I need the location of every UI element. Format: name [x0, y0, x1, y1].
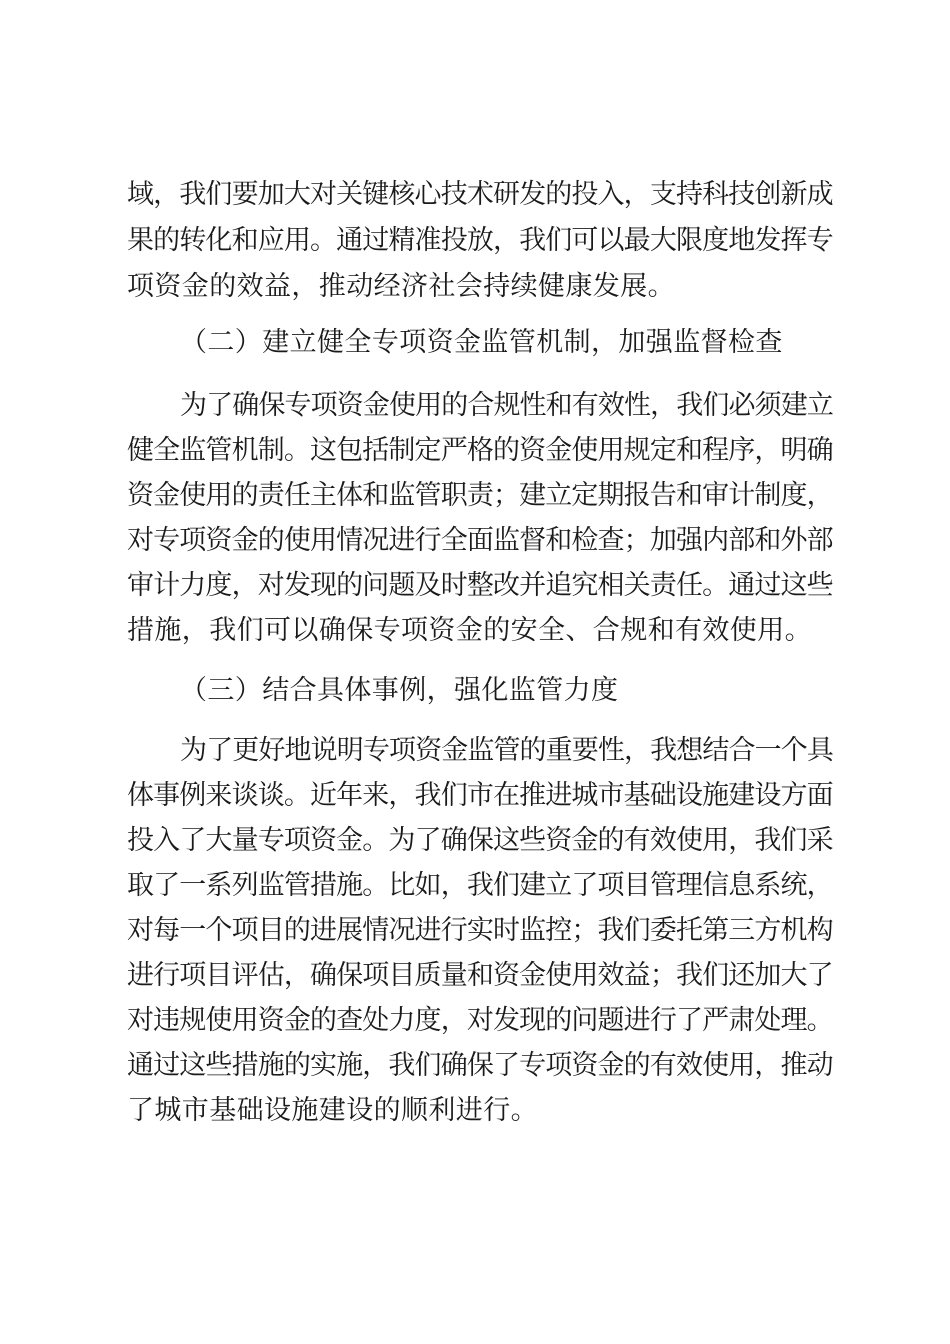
- paragraph-2-line-4: 对专项资金的使用情况进行全面监督和检查；加强内部和外部: [127, 525, 833, 556]
- section-heading-2: （二）建立健全专项资金监管机制，加强监督检查: [180, 327, 783, 358]
- paragraph-2-line-1: 为了确保专项资金使用的合规性和有效性，我们必须建立: [180, 390, 833, 421]
- paragraph-2-line-2: 健全监管机制。这包括制定严格的资金使用规定和程序，明确: [127, 435, 833, 466]
- paragraph-2-line-6: 措施，我们可以确保专项资金的安全、合规和有效使用。: [127, 615, 812, 646]
- paragraph-1-line-1: 域，我们要加大对关键核心技术研发的投入，支持科技创新成: [127, 179, 833, 210]
- paragraph-2-line-5: 审计力度，对发现的问题及时整改并追究相关责任。通过这些: [127, 570, 833, 601]
- paragraph-3-line-1: 为了更好地说明专项资金监管的重要性，我想结合一个具: [180, 735, 833, 766]
- paragraph-3-line-7: 对违规使用资金的查处力度，对发现的问题进行了严肃处理。: [127, 1005, 833, 1036]
- paragraph-3-line-2: 体事例来谈谈。近年来，我们市在推进城市基础设施建设方面: [127, 780, 833, 811]
- paragraph-3-line-9: 了城市基础设施建设的顺利进行。: [127, 1095, 538, 1126]
- paragraph-3-line-5: 对每一个项目的进展情况进行实时监控；我们委托第三方机构: [127, 915, 833, 946]
- paragraph-3-line-3: 投入了大量专项资金。为了确保这些资金的有效使用，我们采: [127, 825, 833, 856]
- paragraph-3-line-8: 通过这些措施的实施，我们确保了专项资金的有效使用，推动: [127, 1050, 833, 1081]
- paragraph-1-line-3: 项资金的效益，推动经济社会持续健康发展。: [127, 271, 675, 302]
- section-heading-3: （三）结合具体事例，强化监管力度: [180, 675, 619, 706]
- paragraph-3-line-6: 进行项目评估，确保项目质量和资金使用效益；我们还加大了: [127, 960, 833, 991]
- paragraph-3-line-4: 取了一系列监管措施。比如，我们建立了项目管理信息系统，: [127, 870, 833, 901]
- paragraph-2-line-3: 资金使用的责任主体和监管职责；建立定期报告和审计制度，: [127, 480, 833, 511]
- paragraph-1-line-2: 果的转化和应用。通过精准投放，我们可以最大限度地发挥专: [127, 225, 833, 256]
